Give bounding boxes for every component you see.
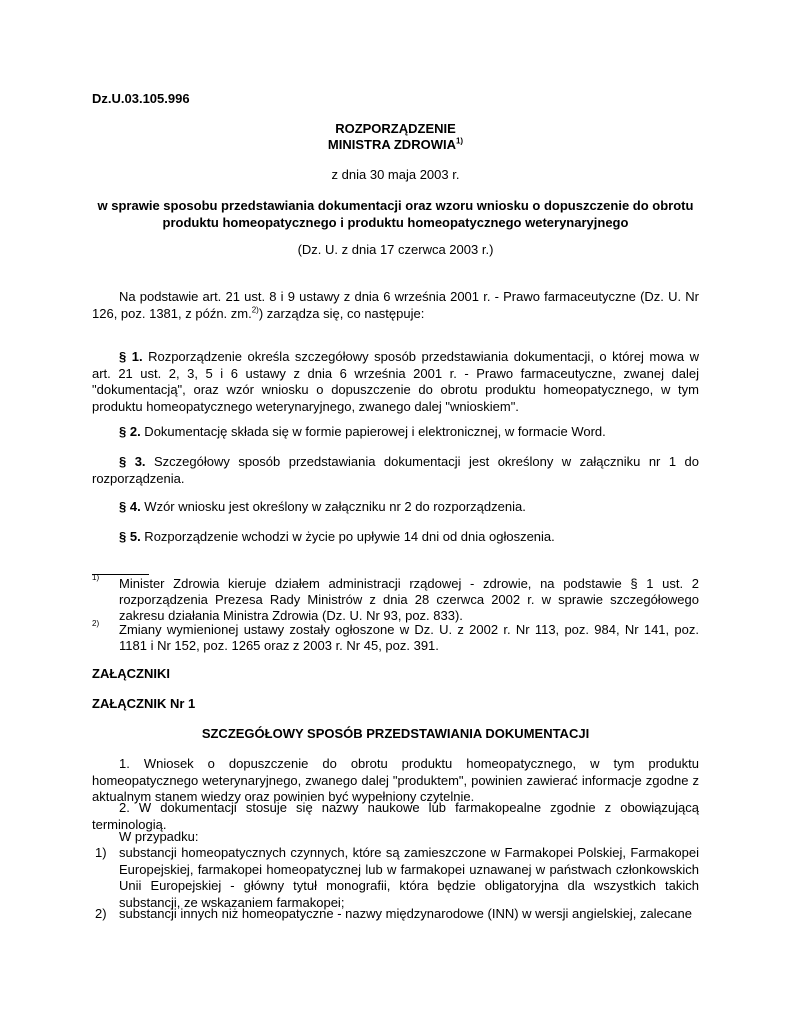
- section-text: Szczegółowy sposób przedstawiania dokumentacji jest określony w załączniku nr 1 do rozporządzenia.: [92, 454, 700, 486]
- footnote-ref-2: 2): [251, 305, 259, 315]
- document-title: ROZPORZĄDZENIE: [335, 121, 456, 136]
- footnote-ref-1: 1): [455, 136, 464, 146]
- list-item-number: 2): [95, 906, 107, 921]
- annex-1-heading: ZAŁĄCZNIK Nr 1: [92, 696, 196, 711]
- publication-info: (Dz. U. z dnia 17 czerwca 2003 r.): [297, 242, 494, 257]
- section-3: [92, 454, 699, 487]
- section-text: Wzór wniosku jest określony w załączniku nr 2 do rozporządzenia.: [140, 499, 526, 514]
- footnote-1: Minister Zdrowia kieruje działem administracji rządowej - zdrowie, na podstawie § 1 ust. 2 rozporządzenia Prezesa Rady Ministrów z dnia 28 czerwca 2002 r. w sprawie szczegółowego zakresu działania Ministra Zdrowia (Dz. U. Nr 93, poz. 833).: [119, 576, 699, 623]
- section-text: Dokumentację składa się w formie papierowej i elektronicznej, w formacie Word.: [140, 424, 606, 439]
- section-1: [92, 349, 699, 415]
- annex-paragraph-2: 2. W dokumentacji stosuje się nazwy naukowe lub farmakopealne zgodnie z obowiązującą terminologią.: [92, 800, 699, 832]
- section-5: [92, 529, 699, 546]
- list-item-number: 1): [95, 845, 107, 860]
- document-subject: w sprawie sposobu przedstawiania dokumentacji oraz wzoru wniosku o dopuszczenie do obrotu produktu homeopatycznego i produktu homeopatycznego weterynaryjnego: [97, 198, 694, 230]
- attachments-heading: ZAŁĄCZNIKI: [92, 666, 170, 681]
- section-number: § 3.: [119, 454, 146, 469]
- section-number: § 4.: [119, 499, 141, 514]
- section-number: § 2.: [119, 424, 141, 439]
- authority-name: MINISTRA ZDROWIA: [327, 137, 456, 152]
- section-2: [92, 424, 699, 441]
- footnote-separator: [92, 574, 149, 575]
- legal-basis-paragraph: [92, 289, 699, 322]
- footnote-2: Zmiany wymienionej ustawy zostały ogłoszone w Dz. U. z 2002 r. Nr 113, poz. 984, Nr 141, poz. 1181 i Nr 152, poz. 1265 oraz z 2003 r. Nr 45, poz. 391.: [119, 622, 699, 653]
- legal-basis-text-end: ) zarządza się, co następuje:: [258, 305, 425, 321]
- document-date: z dnia 30 maja 2003 r.: [331, 167, 460, 182]
- section-4: [92, 499, 699, 516]
- annex-paragraph-3: W przypadku:: [119, 829, 199, 844]
- footnote-mark-2: 2): [92, 619, 100, 628]
- annex-paragraph-1: 1. Wniosek o dopuszczenie do obrotu produktu homeopatycznego, w tym produktu homeopatycznego weterynaryjnego, zwanego dalej "produktem", powinien zawierać informacje zgodne z aktualnym stanem wiedzy oraz powinien być wypełniony czytelnie.: [92, 756, 699, 804]
- list-item: substancji homeopatycznych czynnych, które są zamieszczone w Farmakopei Polskiej, Farmakopei Europejskiej, farmakopei homeopatycznej lub w farmakopei uznawanej w państwach członkowskich Unii Europejskiej - główny tytuł monografii, która będzie obligatoryjna dla wszystkich takich substancji, ze wskazaniem farmakopei;: [119, 845, 699, 910]
- annex-1-title: SZCZEGÓŁOWY SPOSÓB PRZEDSTAWIANIA DOKUMENTACJI: [201, 726, 590, 741]
- section-text: Rozporządzenie określa szczegółowy sposób przedstawiania dokumentacji, o której mowa w art. 21 ust. 2, 3, 5 i 6 ustawy z dnia 6 września 2001 r. - Prawo farmaceutyczne, zwanej dalej "dokumentacją", oraz wzór wniosku o dopuszczenie do obrotu produktu homeopatycznego, w tym produktu homeopatycznego weterynaryjnego, zwanego dalej "wnioskiem".: [92, 349, 699, 414]
- footnote-mark-1: 1): [92, 573, 100, 582]
- legal-basis-text: Na podstawie art. 21 ust. 8 i 9 ustawy z dnia 6 września 2001 r. - Prawo farmaceutyczne (Dz. U. Nr 126, poz. 1381, z późn. zm.: [92, 289, 699, 321]
- document-reference: Dz.U.03.105.996: [92, 91, 190, 106]
- section-text: Rozporządzenie wchodzi w życie po upływie 14 dni od dnia ogłoszenia.: [140, 529, 555, 544]
- document-authority: [92, 137, 699, 152]
- section-number: § 1.: [119, 349, 143, 364]
- list-item: substancji innych niż homeopatyczne - nazwy międzynarodowe (INN) w wersji angielskiej, zalecane: [119, 906, 692, 921]
- section-number: § 5.: [119, 529, 141, 544]
